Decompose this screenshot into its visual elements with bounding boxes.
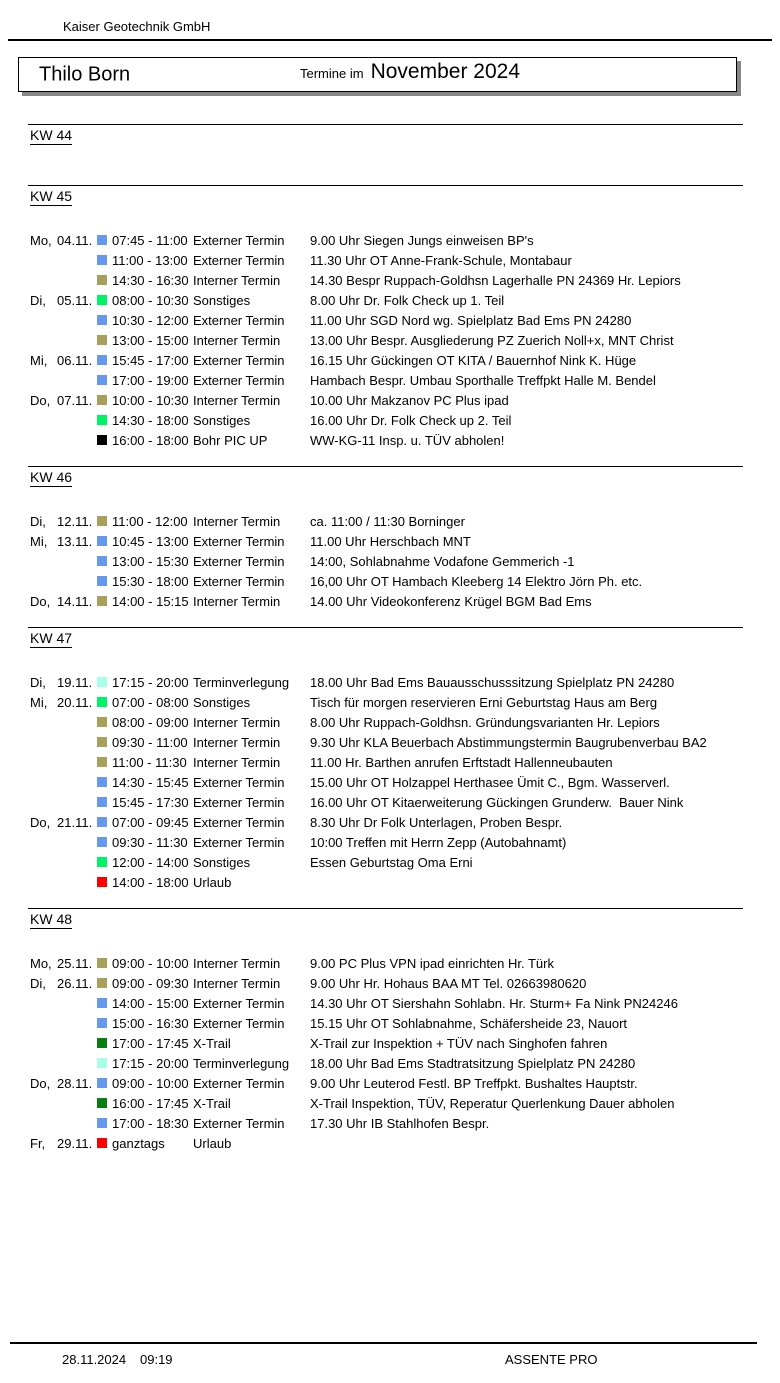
appointment-row <box>0 832 780 852</box>
description: 16.15 Uhr Gückingen OT KITA / Bauernhof Nink K. Hüge <box>310 352 637 368</box>
day-date: 06.11. <box>57 352 93 368</box>
day-abbrev: Do, <box>30 593 51 609</box>
week-rows <box>0 953 780 1153</box>
appointment-row <box>0 1113 780 1133</box>
week-rows <box>0 230 780 450</box>
day-cell <box>30 293 96 308</box>
category-label: Interner Termin <box>193 513 281 529</box>
kw-label: KW 46 <box>30 469 73 485</box>
day-date: 25.11. <box>57 955 93 971</box>
time-range: 09:30 - 11:30 <box>112 834 188 850</box>
time-range: 14:30 - 18:00 <box>112 412 189 428</box>
description: 15.00 Uhr OT Holzappel Herthasee Ümit C., Bgm. Wasserverl. <box>310 774 670 790</box>
appointment-row <box>0 571 780 591</box>
day-date: 14.11. <box>57 593 93 609</box>
appointment-row <box>0 390 780 410</box>
appointment-row <box>0 330 780 350</box>
description: 16.00 Uhr Dr. Folk Check up 2. Teil <box>310 412 512 428</box>
title-box <box>18 57 737 92</box>
category-label: Externer Termin <box>193 553 285 569</box>
description: Tisch für morgen reservieren Erni Geburtstag Haus am Berg <box>310 694 658 710</box>
time-range: 08:00 - 10:30 <box>112 292 189 308</box>
day-date: 29.11. <box>57 1135 93 1151</box>
week-divider <box>28 627 743 628</box>
time-range: 11:00 - 12:00 <box>112 513 188 529</box>
time-range: 10:30 - 12:00 <box>112 312 189 328</box>
category-color-square <box>97 877 107 887</box>
description: 11.00 Uhr SGD Nord wg. Spielplatz Bad Ems PN 24280 <box>310 312 632 328</box>
appointment-row <box>0 591 780 611</box>
day-abbrev: Mi, <box>30 694 48 710</box>
category-label: X-Trail <box>193 1095 231 1111</box>
week-section <box>0 185 780 466</box>
time-range: 15:00 - 16:30 <box>112 1015 189 1031</box>
category-color-square <box>97 1138 107 1148</box>
appointment-row <box>0 230 780 250</box>
appointment-row <box>0 1133 780 1153</box>
category-label: Externer Termin <box>193 794 285 810</box>
category-color-square <box>97 415 107 425</box>
appointment-row <box>0 712 780 732</box>
time-range: 08:00 - 09:00 <box>112 714 189 730</box>
description: WW-KG-11 Insp. u. TÜV abholen! <box>310 432 505 448</box>
description: 10.00 Uhr Makzanov PC Plus ipad <box>310 392 509 408</box>
description: 10:00 Treffen mit Herrn Zepp (Autobahnamt) <box>310 834 567 850</box>
category-label: Externer Termin <box>193 814 285 830</box>
report-title <box>300 60 520 84</box>
description: 17.30 Uhr IB Stahlhofen Bespr. <box>310 1115 490 1131</box>
appointment-row <box>0 812 780 832</box>
appointment-row <box>0 551 780 571</box>
appointment-row <box>0 1073 780 1093</box>
day-cell <box>30 976 96 991</box>
day-cell <box>30 393 96 408</box>
appointment-row <box>0 792 780 812</box>
time-range: 14:00 - 18:00 <box>112 874 189 890</box>
category-label: Interner Termin <box>193 975 281 991</box>
appointment-row <box>0 672 780 692</box>
time-range: 17:00 - 18:30 <box>112 1115 189 1131</box>
description: Essen Geburtstag Oma Erni <box>310 854 473 870</box>
week-section <box>0 908 780 1169</box>
description: 16,00 Uhr OT Hambach Kleeberg 14 Elektro Jörn Ph. etc. <box>310 573 643 589</box>
category-color-square <box>97 697 107 707</box>
day-date: 05.11. <box>57 292 93 308</box>
category-label: Externer Termin <box>193 1075 285 1091</box>
description: 9.00 Uhr Leuterod Festl. BP Treffpkt. Bushaltes Hauptstr. <box>310 1075 638 1091</box>
time-range: 07:45 - 11:00 <box>112 232 188 248</box>
time-range: 15:45 - 17:30 <box>112 794 189 810</box>
description: 8.00 Uhr Dr. Folk Check up 1. Teil <box>310 292 505 308</box>
category-color-square <box>97 737 107 747</box>
description: ca. 11:00 / 11:30 Borninger <box>310 513 465 529</box>
appointment-row <box>0 953 780 973</box>
day-cell <box>30 1076 96 1091</box>
category-color-square <box>97 395 107 405</box>
time-range: 13:00 - 15:00 <box>112 332 189 348</box>
week-rows <box>0 511 780 611</box>
time-range: 17:15 - 20:00 <box>112 1055 189 1071</box>
category-label: Urlaub <box>193 874 232 890</box>
time-range: 09:00 - 10:00 <box>112 1075 189 1091</box>
time-range: 15:30 - 18:00 <box>112 573 189 589</box>
time-range: 12:00 - 14:00 <box>112 854 189 870</box>
description: 11.00 Uhr Herschbach MNT <box>310 533 471 549</box>
time-range: 14:30 - 16:30 <box>112 272 189 288</box>
week-divider <box>28 185 743 186</box>
time-range: 11:00 - 13:00 <box>112 252 188 268</box>
time-range: 13:00 - 15:30 <box>112 553 189 569</box>
category-color-square <box>97 677 107 687</box>
category-label: Externer Termin <box>193 774 285 790</box>
time-range: 14:00 - 15:15 <box>112 593 189 609</box>
day-abbrev: Di, <box>30 975 46 991</box>
day-date: 04.11. <box>57 232 93 248</box>
category-label: Externer Termin <box>193 834 285 850</box>
week-divider <box>28 124 743 125</box>
print-time: 09:19 <box>140 1352 173 1367</box>
time-range: 07:00 - 08:00 <box>112 694 189 710</box>
description: 15.15 Uhr OT Sohlabnahme, Schäfersheide 23, Nauort <box>310 1015 628 1031</box>
appointment-row <box>0 973 780 993</box>
description: 9.00 Uhr Siegen Jungs einweisen BP's <box>310 232 534 248</box>
time-range: 16:00 - 17:45 <box>112 1095 189 1111</box>
category-label: Externer Termin <box>193 533 285 549</box>
category-color-square <box>97 536 107 546</box>
category-label: Interner Termin <box>193 392 281 408</box>
day-abbrev: Di, <box>30 292 46 308</box>
category-color-square <box>97 1098 107 1108</box>
category-color-square <box>97 978 107 988</box>
time-range: 16:00 - 18:00 <box>112 432 189 448</box>
category-label: Externer Termin <box>193 352 285 368</box>
week-section <box>0 627 780 908</box>
description: 14.30 Uhr OT Siershahn Sohlabn. Hr. Sturm+ Fa Nink PN24246 <box>310 995 678 1011</box>
description: 18.00 Uhr Bad Ems Stadtratsitzung Spielplatz PN 24280 <box>310 1055 636 1071</box>
week-section <box>0 124 780 185</box>
day-abbrev: Di, <box>30 674 46 690</box>
time-range: 07:00 - 09:45 <box>112 814 189 830</box>
description: Hambach Bespr. Umbau Sporthalle Treffpkt Halle M. Bendel <box>310 372 656 388</box>
category-label: Externer Termin <box>193 1115 285 1131</box>
category-color-square <box>97 757 107 767</box>
day-abbrev: Do, <box>30 392 51 408</box>
person-name: Thilo Born <box>39 63 131 85</box>
category-label: Interner Termin <box>193 714 281 730</box>
day-cell <box>30 695 96 710</box>
time-range: 11:00 - 11:30 <box>112 754 187 770</box>
time-range: ganztags <box>112 1135 165 1151</box>
category-color-square <box>97 777 107 787</box>
description: X-Trail Inspektion, TÜV, Reperatur Querlenkung Dauer abholen <box>310 1095 675 1111</box>
category-color-square <box>97 837 107 847</box>
day-date: 21.11. <box>57 814 93 830</box>
day-abbrev: Di, <box>30 513 46 529</box>
appointment-row <box>0 692 780 712</box>
time-range: 10:00 - 10:30 <box>112 392 189 408</box>
description: 11.30 Uhr OT Anne-Frank-Schule, Montabaur <box>310 252 572 268</box>
category-label: Interner Termin <box>193 754 281 770</box>
appointment-row <box>0 1093 780 1113</box>
description: 8.30 Uhr Dr Folk Unterlagen, Proben Bespr. <box>310 814 563 830</box>
category-color-square <box>97 1058 107 1068</box>
description: 9.00 PC Plus VPN ipad einrichten Hr. Türk <box>310 955 554 971</box>
page-footer <box>10 1342 757 1367</box>
description: 14.00 Uhr Videokonferenz Krügel BGM Bad Ems <box>310 593 592 609</box>
description: 11.00 Hr. Barthen anrufen Erftstadt Hallenneubauten <box>310 754 613 770</box>
day-abbrev: Do, <box>30 1075 51 1091</box>
category-color-square <box>97 998 107 1008</box>
time-range: 09:30 - 11:00 <box>112 734 188 750</box>
category-color-square <box>97 235 107 245</box>
category-color-square <box>97 1038 107 1048</box>
day-abbrev: Mi, <box>30 533 48 549</box>
description: 14:00, Sohlabnahme Vodafone Gemmerich -1 <box>310 553 575 569</box>
header-divider <box>8 39 772 41</box>
report-title-month: November 2024 <box>370 60 520 83</box>
category-label: Externer Termin <box>193 312 285 328</box>
day-cell <box>30 534 96 549</box>
day-abbrev: Fr, <box>30 1135 46 1151</box>
category-color-square <box>97 335 107 345</box>
time-range: 09:00 - 09:30 <box>112 975 189 991</box>
week-divider <box>28 466 743 467</box>
category-color-square <box>97 596 107 606</box>
day-cell <box>30 815 96 830</box>
description: 18.00 Uhr Bad Ems Bauausschusssitzung Spielplatz PN 24280 <box>310 674 675 690</box>
category-color-square <box>97 295 107 305</box>
appointment-row <box>0 772 780 792</box>
category-color-square <box>97 275 107 285</box>
day-date: 26.11. <box>57 975 93 991</box>
time-range: 15:45 - 17:00 <box>112 352 189 368</box>
category-label: Externer Termin <box>193 573 285 589</box>
day-date: 28.11. <box>57 1075 93 1091</box>
day-cell <box>30 675 96 690</box>
appointment-row <box>0 350 780 370</box>
appointment-row <box>0 511 780 531</box>
appointment-row <box>0 993 780 1013</box>
weeks-container <box>0 124 780 1169</box>
description: 13.00 Uhr Bespr. Ausgliederung PZ Zuerich Noll+x, MNT Christ <box>310 332 674 348</box>
category-label: Interner Termin <box>193 332 281 348</box>
category-label: Terminverlegung <box>193 1055 290 1071</box>
appointment-row <box>0 1053 780 1073</box>
description: 8.00 Uhr Ruppach-Goldhsn. Gründungsvarianten Hr. Lepiors <box>310 714 660 730</box>
day-date: 19.11. <box>57 674 93 690</box>
kw-label: KW 48 <box>30 911 73 927</box>
category-color-square <box>97 355 107 365</box>
print-date: 28.11.2024 <box>62 1352 127 1367</box>
category-label: Sonstiges <box>193 412 251 428</box>
day-cell <box>30 233 96 248</box>
time-range: 17:00 - 19:00 <box>112 372 189 388</box>
category-label: Externer Termin <box>193 995 285 1011</box>
day-cell <box>30 353 96 368</box>
description: 16.00 Uhr OT Kitaerweiterung Gückingen Grunderw. Bauer Nink <box>310 794 684 810</box>
kw-label: KW 45 <box>30 188 73 204</box>
time-range: 10:45 - 13:00 <box>112 533 189 549</box>
category-color-square <box>97 797 107 807</box>
category-color-square <box>97 958 107 968</box>
time-range: 14:30 - 15:45 <box>112 774 189 790</box>
day-cell <box>30 956 96 971</box>
category-label: Sonstiges <box>193 854 251 870</box>
day-abbrev: Do, <box>30 814 51 830</box>
category-label: X-Trail <box>193 1035 231 1051</box>
day-date: 20.11. <box>57 694 93 710</box>
category-color-square <box>97 857 107 867</box>
category-label: Interner Termin <box>193 593 281 609</box>
appointment-row <box>0 370 780 390</box>
category-color-square <box>97 717 107 727</box>
day-cell <box>30 514 96 529</box>
appointment-row <box>0 310 780 330</box>
description: 14.30 Bespr Ruppach-Goldhsn Lagerhalle PN 24369 Hr. Lepiors <box>310 272 681 288</box>
appointment-row <box>0 410 780 430</box>
description: 9.00 Uhr Hr. Hohaus BAA MT Tel. 02663980620 <box>310 975 587 991</box>
category-label: Urlaub <box>193 1135 232 1151</box>
category-color-square <box>97 1118 107 1128</box>
category-label: Interner Termin <box>193 272 281 288</box>
category-label: Interner Termin <box>193 955 281 971</box>
day-date: 07.11. <box>57 392 93 408</box>
category-label: Externer Termin <box>193 252 285 268</box>
appointment-row <box>0 1033 780 1053</box>
week-divider <box>28 908 743 909</box>
category-color-square <box>97 516 107 526</box>
time-range: 14:00 - 15:00 <box>112 995 189 1011</box>
time-range: 17:15 - 20:00 <box>112 674 189 690</box>
appointment-row <box>0 270 780 290</box>
category-label: Sonstiges <box>193 292 251 308</box>
category-color-square <box>97 435 107 445</box>
day-date: 12.11. <box>57 513 93 529</box>
appointment-row <box>0 732 780 752</box>
category-color-square <box>97 255 107 265</box>
day-date: 13.11. <box>57 533 93 549</box>
category-label: Externer Termin <box>193 232 285 248</box>
appointment-row <box>0 1013 780 1033</box>
category-color-square <box>97 1018 107 1028</box>
kw-label: KW 47 <box>30 630 73 646</box>
category-color-square <box>97 315 107 325</box>
day-abbrev: Mo, <box>30 955 52 971</box>
description: X-Trail zur Inspektion + TÜV nach Singhofen fahren <box>310 1035 608 1051</box>
category-label: Sonstiges <box>193 694 251 710</box>
category-label: Externer Termin <box>193 1015 285 1031</box>
company-name: Kaiser Geotechnik GmbH <box>63 19 211 34</box>
category-color-square <box>97 1078 107 1088</box>
category-color-square <box>97 556 107 566</box>
category-label: Bohr PIC UP <box>193 432 268 448</box>
day-abbrev: Mo, <box>30 232 52 248</box>
description: 9.30 Uhr KLA Beuerbach Abstimmungstermin Baugrubenverbau BA2 <box>310 734 707 750</box>
appointment-row <box>0 430 780 450</box>
report-title-prefix: Termine im <box>300 66 364 81</box>
category-color-square <box>97 817 107 827</box>
time-range: 17:00 - 17:45 <box>112 1035 189 1051</box>
category-label: Terminverlegung <box>193 674 290 690</box>
category-label: Externer Termin <box>193 372 285 388</box>
category-color-square <box>97 375 107 385</box>
day-cell <box>30 594 96 609</box>
appointment-row <box>0 852 780 872</box>
appointment-row <box>0 752 780 772</box>
day-abbrev: Mi, <box>30 352 48 368</box>
week-section <box>0 466 780 627</box>
app-name: ASSENTE PRO <box>505 1352 598 1367</box>
appointment-row <box>0 290 780 310</box>
week-rows <box>0 672 780 892</box>
category-label: Interner Termin <box>193 734 281 750</box>
appointment-row <box>0 531 780 551</box>
kw-label: KW 44 <box>30 127 73 143</box>
category-color-square <box>97 576 107 586</box>
appointment-row <box>0 872 780 892</box>
day-cell <box>30 1136 96 1151</box>
time-range: 09:00 - 10:00 <box>112 955 189 971</box>
appointment-row <box>0 250 780 270</box>
